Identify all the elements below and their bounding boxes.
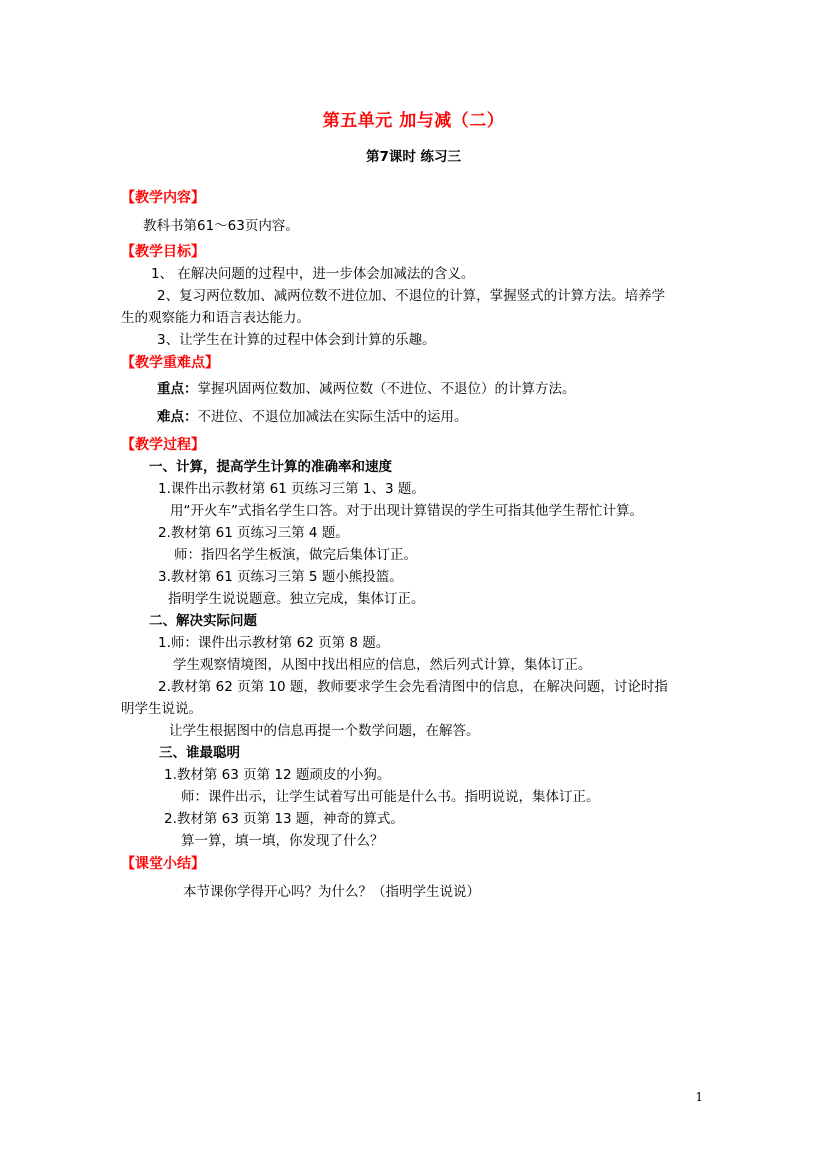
process-part2-line4: 让学生根据图中的信息再提一个数学问题，在解答。 <box>169 723 480 739</box>
key-point-line <box>121 378 711 400</box>
process-part2-line2: 学生观察情境图，从图中找出相应的信息，然后列式计算，集体订正。 <box>173 657 592 673</box>
goal-item-2a: 2、复习两位数加、减两位数不进位加、不退位的计算，掌握竖式的计算方法。培养学 <box>157 288 666 304</box>
process-part1-line1: 1.课件出示教材第 61 页练习三第 1、3 题。 <box>158 481 425 497</box>
process-part1-line6: 指明学生说说题意。独立完成，集体订正。 <box>168 591 425 607</box>
page-number: 1 <box>695 1090 703 1104</box>
process-part1-line3: 2.教材第 61 页练习三第 4 题。 <box>158 525 349 541</box>
process-part1-title: 一、计算，提高学生计算的准确率和速度 <box>149 459 392 475</box>
process-part2-line1: 1.师：课件出示教材第 62 页第 8 题。 <box>158 635 390 651</box>
document-body <box>121 186 711 903</box>
process-part1-line2: 用“开火车”式指名学生口答。对于出现计算错误的学生可指其他学生帮忙计算。 <box>170 503 643 519</box>
content-text: 教科书第61～63页内容。 <box>143 218 299 234</box>
document-title: 第五单元 加与减（二） <box>322 111 505 131</box>
section-heading-goals: 【教学目标】 <box>121 244 205 260</box>
process-part3-line4: 算一算，填一填，你发现了什么？ <box>181 833 384 849</box>
process-part3-title: 三、谁最聪明 <box>159 745 240 761</box>
key-point-label: 重点： <box>157 381 198 397</box>
process-part3-line2: 师：课件出示，让学生试着写出可能是什么书。指明说说，集体订正。 <box>181 789 600 805</box>
process-part1-line4: 师：指四名学生板演，做完后集体订正。 <box>174 547 417 563</box>
process-part3-line3: 2.教材第 63 页第 13 题，神奇的算式。 <box>164 811 404 827</box>
key-point-text: 掌握巩固两位数加、减两位数（不进位、不退位）的计算方法。 <box>197 381 576 397</box>
goal-item-3: 3、让学生在计算的过程中体会到计算的乐趣。 <box>157 332 436 348</box>
difficulty-line <box>121 406 711 428</box>
section-heading-process: 【教学过程】 <box>121 437 205 453</box>
section-heading-summary: 【课堂小结】 <box>121 856 205 872</box>
difficulty-label: 难点： <box>157 409 198 425</box>
process-part2-line3b: 明学生说说。 <box>121 701 202 717</box>
process-part2-line3a: 2.教材第 62 页第 10 题，教师要求学生会先看清图中的信息，在解决问题，讨论时指 <box>158 679 668 695</box>
section-heading-key-points: 【教学重难点】 <box>121 355 219 371</box>
process-part1-line5: 3.教材第 61 页练习三第 5 题小熊投篮。 <box>158 569 403 585</box>
document-subtitle: 第7课时 练习三 <box>365 149 462 165</box>
process-part2-title: 二、解决实际问题 <box>149 613 257 629</box>
goal-item-1: 1、 在解决问题的过程中，进一步体会加减法的含义。 <box>151 266 475 282</box>
section-heading-content: 【教学内容】 <box>121 190 205 206</box>
difficulty-text: 不进位、不退位加减法在实际生活中的运用。 <box>197 409 468 425</box>
goal-item-2b: 生的观察能力和语言表达能力。 <box>121 310 310 326</box>
process-part3-line1: 1.教材第 63 页第 12 题顽皮的小狗。 <box>164 767 391 783</box>
summary-text: 本节课你学得开心吗？为什么？（指明学生说说） <box>183 884 480 900</box>
